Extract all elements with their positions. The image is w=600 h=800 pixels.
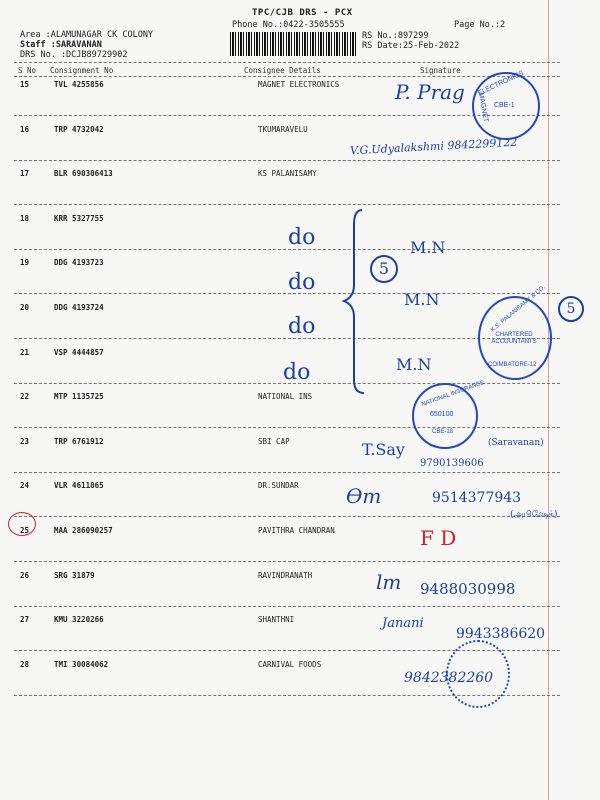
rs-date: RS Date:25-Feb-2022 — [362, 41, 460, 51]
consignment-number: KMU 3220266 — [54, 615, 104, 625]
ditto-mark: do — [288, 225, 316, 250]
consignment-number: VLR 4611065 — [54, 481, 104, 491]
signature-mn: M.N — [410, 238, 446, 257]
col-signature: Signature — [420, 66, 461, 75]
row25-circle — [8, 512, 36, 536]
note-row24: (அபிஷேக்) — [510, 510, 558, 520]
divider — [14, 76, 560, 77]
consignee-name: PAVITHRA CHANDRAN — [258, 526, 335, 535]
consignment-number: BLR 690306413 — [54, 169, 113, 179]
row-number: 16 — [20, 124, 30, 134]
consignment-number: MTP 1135725 — [54, 392, 104, 402]
phone-row27: 9943386620 — [456, 626, 546, 642]
consignee-name: NATIONAL INS — [258, 392, 313, 402]
circled-five: 5 — [370, 255, 398, 283]
signature-row23: T.Say — [362, 440, 405, 459]
rs-number: RS No.:897299 — [362, 31, 429, 41]
consignment-number: SRG 31879 — [54, 570, 95, 580]
consignee-name: MAGNET ELECTRONICS — [258, 80, 340, 89]
phone-row24: 9514377943 — [432, 490, 522, 506]
phone-row26: 9488030998 — [420, 580, 516, 598]
row-number: 24 — [20, 481, 30, 491]
phone-row28: 9842382260 — [404, 670, 494, 686]
row-number: 27 — [20, 615, 30, 625]
signature-row26: lm — [376, 570, 402, 594]
row-divider — [14, 606, 560, 607]
row-number: 20 — [20, 303, 30, 312]
consignment-number: MAA 286090257 — [54, 526, 113, 535]
row-divider — [14, 160, 560, 161]
note-row16: V.G.Udyalakshmi 9842299122 — [349, 135, 518, 158]
ditto-mark: do — [288, 314, 316, 339]
note-row25: F D — [420, 526, 457, 550]
row-divider — [14, 427, 560, 428]
consignment-number: KRR 5327755 — [54, 213, 104, 223]
staff-name: SARAVANAN — [55, 40, 102, 50]
signature-mn: M.N — [396, 355, 432, 374]
consignment-number: TVL 4255856 — [54, 80, 104, 89]
row-number: 21 — [20, 347, 30, 357]
magnet-electronics-stamp: ELECTRONICS MAGNET CBE-1 — [472, 72, 540, 140]
staff-label: Staff : — [20, 40, 56, 50]
row-number: 17 — [20, 169, 30, 179]
consignee-name: TKUMARAVELU — [258, 124, 308, 134]
margin-line — [548, 0, 549, 800]
divider — [14, 62, 560, 63]
row-number: 26 — [20, 570, 30, 580]
row-divider — [14, 472, 560, 473]
consignment-number: TMI 30084062 — [54, 659, 109, 669]
col-sno: S No — [18, 66, 37, 75]
ditto-mark: do — [288, 270, 316, 295]
circled-five: 5 — [558, 296, 584, 322]
consignment-number: DDG 4193723 — [54, 258, 104, 268]
row-divider — [14, 293, 560, 294]
row-divider — [14, 561, 560, 562]
row-number: 22 — [20, 392, 30, 402]
consignee-name: DR.SUNDAR — [258, 481, 299, 491]
row-divider — [14, 249, 560, 250]
col-consignee: Consignee Details — [244, 66, 321, 75]
row-number: 25 — [20, 526, 30, 535]
row-number: 15 — [20, 80, 30, 89]
consignment-number: TRP 4732042 — [54, 124, 104, 134]
area-label: Area :ALAMUNAGAR CK COLONY — [20, 30, 154, 40]
palanisamy-stamp: K.S. PALANISAMY & CO. CHARTERED ACCOUNTANTS COIMBATORE-12 — [478, 296, 552, 380]
signature-row24: Ѳm — [346, 484, 382, 508]
row-divider — [14, 516, 560, 517]
phone-number: Phone No.:0422-3505555 — [232, 20, 345, 30]
col-consignment: Consignment No — [50, 66, 114, 75]
consignment-number: DDG 4193724 — [54, 303, 104, 312]
row-number: 23 — [20, 436, 30, 446]
name-row23: (Saravanan) — [488, 438, 544, 448]
ditto-mark: do — [283, 360, 311, 385]
barcode — [230, 32, 358, 56]
consignment-number: VSP 4444857 — [54, 347, 104, 357]
consignee-name: RAVINDRANATH — [258, 570, 313, 580]
signature-row27: Janani — [382, 616, 424, 631]
page-number: Page No.:2 — [454, 20, 506, 30]
consignment-number: TRP 6761912 — [54, 436, 104, 446]
consignee-name: CARNIVAL FOODS — [258, 659, 322, 669]
consignee-name: SBI CAP — [258, 436, 290, 446]
sheet-title: TPC/CJB DRS - PCX — [252, 8, 353, 18]
row-number: 18 — [20, 213, 30, 223]
consignee-name: SHANTHNI — [258, 615, 295, 625]
national-insurance-stamp: NATIONAL INSURANCE 650100 CBE-18 — [412, 383, 478, 449]
drs-number: DRS No. :DCJB89729902 — [20, 50, 128, 60]
phone-row23: 9790139606 — [420, 458, 484, 469]
row-number: 19 — [20, 258, 30, 268]
row-number: 28 — [20, 659, 30, 669]
signature-mn: M.N — [404, 290, 440, 309]
staff-row — [20, 40, 102, 50]
brace-mark — [340, 205, 380, 395]
signature-row15: P. Prag — [395, 80, 465, 104]
consignee-name: KS PALANISAMY — [258, 169, 317, 179]
row-divider — [14, 204, 560, 205]
